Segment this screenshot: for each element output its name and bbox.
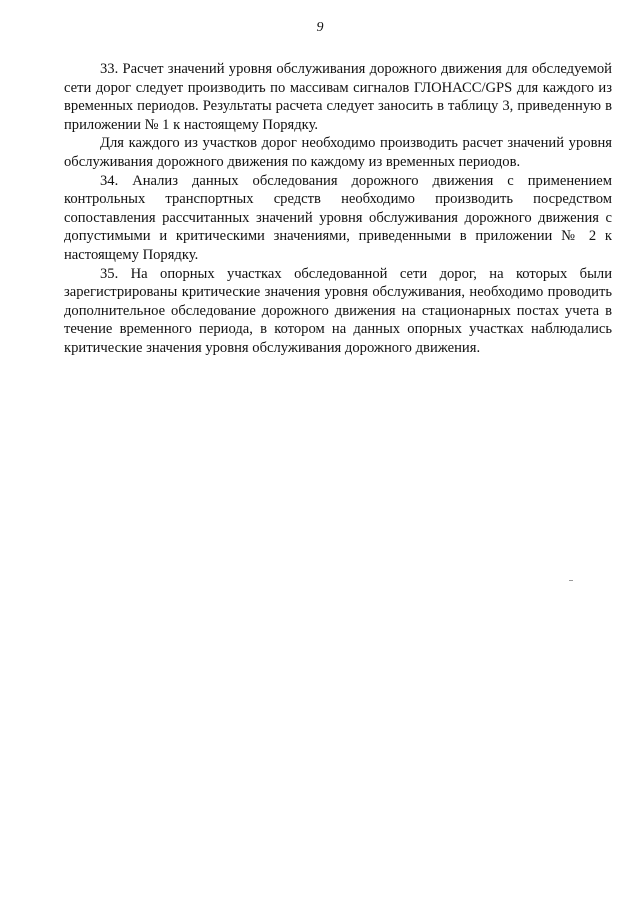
page-number: 9 <box>316 20 324 35</box>
paragraph-33: 33. Расчет значений уровня обслуживания дорожного движения для обследуемой сети дорог следует производить по массивам сигналов ГЛОНАСС/GPS для каждого из временных периодов. Результаты расчета следует заносить в таблицу 3, приведенную в приложении № 1 к настоящему Порядку. <box>64 61 612 133</box>
paragraph-34: 34. Анализ данных обследования дорожного движения с применением контрольных транспортных средств необходимо производить посредством сопоставления рассчитанных значений уровня обслуживания дорожного движения с допустимыми и критическими значениями, приведенными в приложении № 2 к настоящему Порядку. <box>64 172 612 263</box>
document-body <box>64 60 612 358</box>
paragraph-35: 35. На опорных участках обследованной сети дорог, на которых были зарегистрированы критические значения уровня обслуживания, необходимо проводить дополнительное обследование дорожного движения на стационарных постах учета в течение временного периода, в котором на данных опорных участках наблюдались критические значения уровня обслуживания дорожного движения. <box>64 265 612 356</box>
scan-artifact <box>569 580 573 581</box>
paragraph-33-continuation: Для каждого из участков дорог необходимо производить расчет значений уровня обслуживания дорожного движения по каждому из временных периодов. <box>64 135 612 170</box>
